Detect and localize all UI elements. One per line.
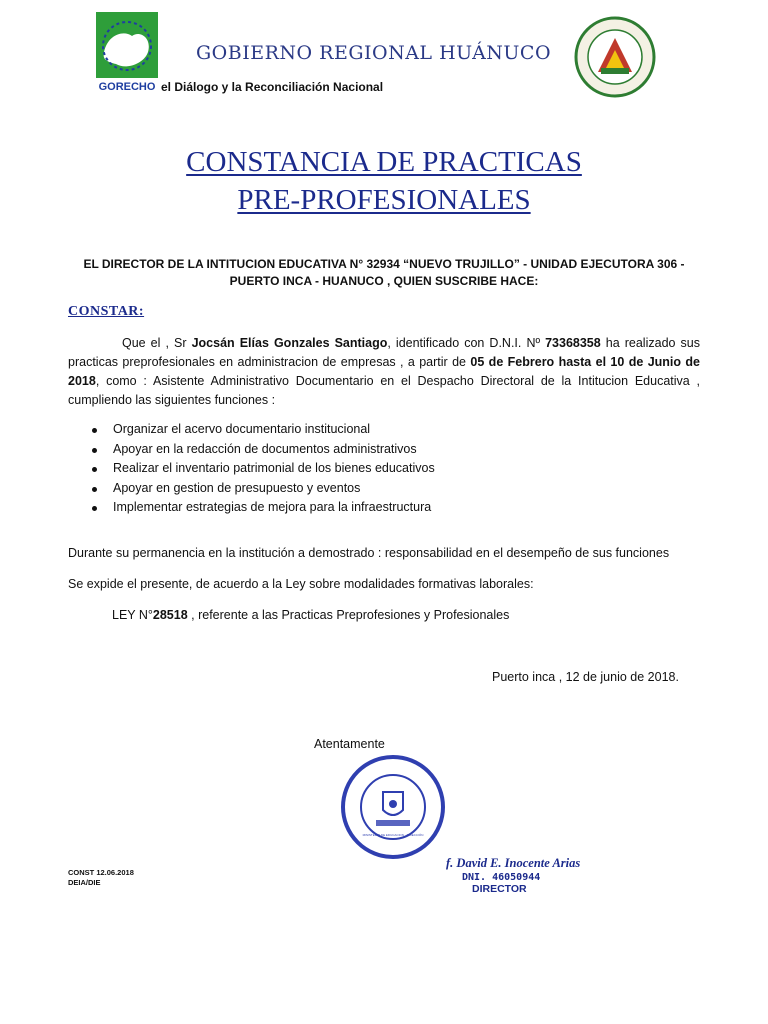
signatory-dni: DNI. 46050944 bbox=[462, 872, 541, 883]
body-paragraph bbox=[68, 334, 700, 410]
constar-heading: CONSTAR: bbox=[68, 304, 145, 319]
place-date: Puerto inca , 12 de junio de 2018. bbox=[492, 670, 679, 684]
signatory-role: DIRECTOR bbox=[472, 883, 527, 895]
body-text-1: Que el , Sr bbox=[122, 336, 192, 350]
closing-salutation: Atentamente bbox=[314, 737, 385, 751]
list-item: Apoyar en gestion de presupuesto y eventos bbox=[92, 479, 435, 499]
student-name: Jocsán Elías Gonzales Santiago bbox=[191, 336, 388, 350]
list-item: Organizar el acervo documentario institucional bbox=[92, 420, 435, 440]
law-number: 28518 bbox=[152, 608, 188, 622]
reference-initials: DEIA/DIE bbox=[68, 878, 101, 887]
body-text-2: , identificado con D.N.I. Nº bbox=[387, 336, 546, 350]
law-suffix: , referente a las Practicas Preprofesiones y Profesionales bbox=[187, 608, 510, 622]
body-text-4: , como : Asistente Administrativo Documentario en el Despacho Directoral de la Intitucion Educativa , cumpliendo las siguientes funciones : bbox=[68, 374, 700, 407]
svg-text:GORECHO: GORECHO bbox=[98, 81, 156, 93]
official-stamp bbox=[338, 752, 448, 862]
list-item: Apoyar en la redacción de documentos administrativos bbox=[92, 440, 435, 460]
unidad-ejecutora-seal bbox=[574, 16, 656, 98]
law-reference bbox=[112, 608, 509, 622]
functions-list bbox=[92, 420, 435, 518]
body-text-3: ha realizado sus practicas preprofesionales en administracion de empresas , a partir de bbox=[68, 336, 700, 369]
gorehco-logo bbox=[96, 12, 158, 94]
header-motto: el Diálogo y la Reconciliación Nacional bbox=[161, 80, 384, 94]
title-line-2: PRE-PROFESIONALES bbox=[237, 184, 531, 216]
intro-statement: EL DIRECTOR DE LA INTITUCION EDUCATIVA N° 32934 “NUEVO TRUJILLO” - UNIDAD EJECUTORA 306 - PUERTO INCA - HUANUCO , QUIEN SUSCRIBE HACE: bbox=[83, 257, 685, 288]
law-prefix: LEY N° bbox=[112, 608, 153, 622]
signatory-name: f. David E. Inocente Arias bbox=[446, 856, 581, 870]
practice-dates: 05 de Febrero hasta el 10 de Junio de 2018 bbox=[68, 355, 700, 388]
reference-code: CONST 12.06.2018 bbox=[68, 868, 134, 877]
list-item: Realizar el inventario patrimonial de los bienes educativos bbox=[92, 459, 435, 479]
header-title: GOBIERNO REGIONAL HUÁNUCO bbox=[196, 42, 552, 64]
list-item: Implementar estrategias de mejora para la infraestructura bbox=[92, 498, 435, 518]
student-dni: 73368358 bbox=[545, 336, 601, 350]
performance-paragraph: Durante su permanencia en la institución a demostrado : responsabilidad en el desempeño de sus funciones bbox=[68, 546, 670, 560]
svg-text:MINISTERIO DE EDUCACION · DIRE: MINISTERIO DE EDUCACION · DIRECCIÓN bbox=[362, 833, 424, 837]
issuance-paragraph: Se expide el presente, de acuerdo a la Ley sobre modalidades formativas laborales: bbox=[68, 577, 534, 591]
document-title bbox=[0, 143, 768, 219]
title-line-1: CONSTANCIA DE PRACTICAS bbox=[186, 146, 582, 178]
